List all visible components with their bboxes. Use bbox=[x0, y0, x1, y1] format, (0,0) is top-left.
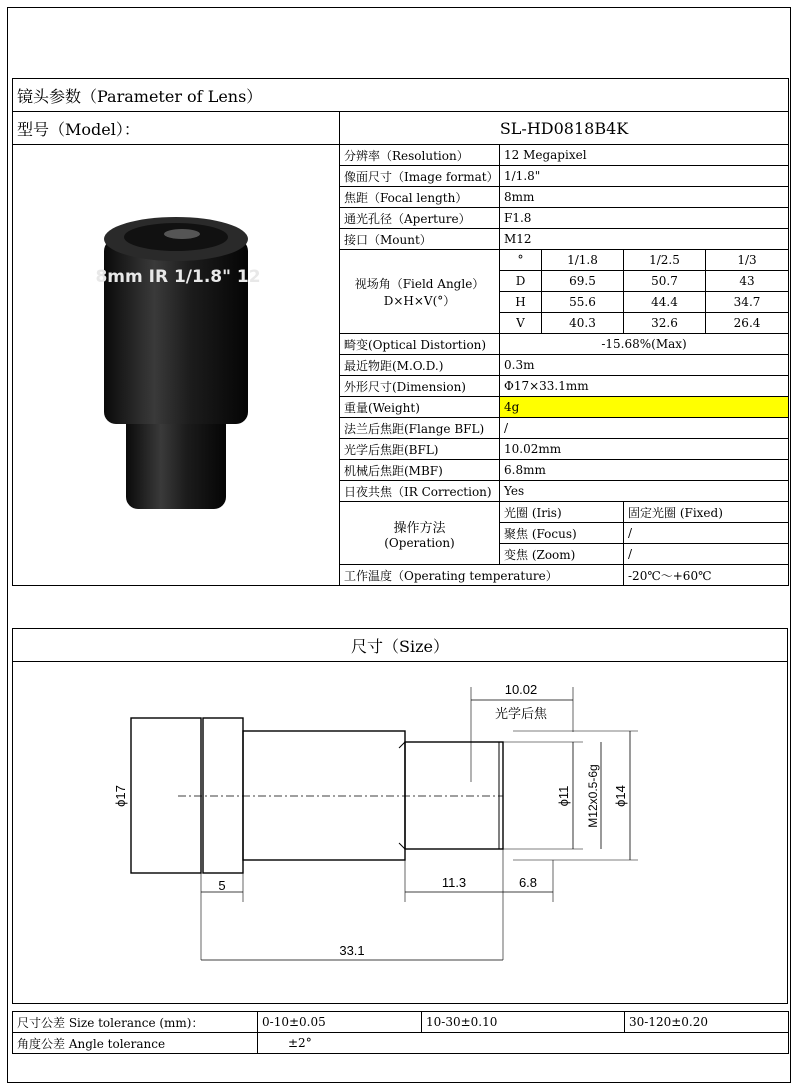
mbf-label: 机械后焦距(MBF) bbox=[340, 460, 500, 481]
resolution-label: 分辨率（Resolution） bbox=[340, 145, 500, 166]
field-angle-axis: H bbox=[500, 292, 542, 313]
weight-label: 重量(Weight) bbox=[340, 397, 500, 418]
aperture-label: 通光孔径（Aperture） bbox=[340, 208, 500, 229]
field-angle-value: 26.4 bbox=[706, 313, 789, 334]
operation-item-value: / bbox=[624, 544, 789, 565]
field-angle-label bbox=[340, 250, 500, 334]
size-section bbox=[12, 628, 788, 1004]
field-angle-label-cn: 视场角（Field Angle） bbox=[354, 276, 485, 291]
field-angle-header-unit: ° bbox=[500, 250, 542, 271]
bfl-label: 光学后焦距(BFL) bbox=[340, 439, 500, 460]
operating-temp-label: 工作温度（Operating temperature） bbox=[340, 565, 624, 586]
dim-dia-rear: ϕ14 bbox=[613, 785, 628, 807]
field-angle-axis: D bbox=[500, 271, 542, 292]
mod-label: 最近物距(M.O.D.) bbox=[340, 355, 500, 376]
dim-mbf-len: 6.8 bbox=[518, 875, 538, 890]
dimension-drawing-cell bbox=[13, 662, 788, 1004]
image-format-value: 1/1.8" bbox=[500, 166, 789, 187]
field-angle-label-en: D×H×V(°） bbox=[383, 293, 456, 308]
operation-item-label: 光圈 (Iris) bbox=[500, 502, 624, 523]
operating-temp-value: -20℃～+60℃ bbox=[624, 565, 789, 586]
lens-photo bbox=[86, 204, 266, 524]
flange-bfl-value: / bbox=[500, 418, 789, 439]
field-angle-value: 43 bbox=[706, 271, 789, 292]
dim-dia-outer: ϕ17 bbox=[113, 785, 128, 807]
image-format-label: 像面尺寸（Image format） bbox=[340, 166, 500, 187]
flange-bfl-label: 法兰后焦距(Flange BFL) bbox=[340, 418, 500, 439]
model-value: SL-HD0818B4K bbox=[340, 112, 789, 145]
dim-body-len: 11.3 bbox=[441, 875, 467, 890]
field-angle-axis: V bbox=[500, 313, 542, 334]
ir-correction-value: Yes bbox=[500, 481, 789, 502]
dim-ring-width: 5 bbox=[218, 878, 226, 893]
dim-thread: M12x0.5-6g bbox=[586, 764, 600, 828]
lens-photo-cell bbox=[13, 145, 340, 586]
dimension-label: 外形尺寸(Dimension) bbox=[340, 376, 500, 397]
bfl-value: 10.02mm bbox=[500, 439, 789, 460]
field-angle-value: 44.4 bbox=[624, 292, 706, 313]
mbf-value: 6.8mm bbox=[500, 460, 789, 481]
lens-marking: 8mm IR 1/1.8" 12 bbox=[95, 266, 261, 287]
operation-item-value: / bbox=[624, 523, 789, 544]
field-angle-value: 55.6 bbox=[542, 292, 624, 313]
field-angle-header-format: 1/3 bbox=[706, 250, 789, 271]
dim-bfl-value: 10.02 bbox=[504, 682, 538, 697]
operation-item-label: 变焦 (Zoom) bbox=[500, 544, 624, 565]
operation-label-en: (Operation) bbox=[384, 535, 455, 550]
dim-bfl-label: 光学后焦 bbox=[494, 706, 548, 721]
field-angle-header-format: 1/2.5 bbox=[624, 250, 706, 271]
field-angle-value: 34.7 bbox=[706, 292, 789, 313]
size-tolerance-label: 尺寸公差 Size tolerance (mm)： bbox=[13, 1012, 258, 1033]
angle-tolerance-label: 角度公差 Angle tolerance bbox=[13, 1033, 258, 1054]
tolerance-table bbox=[12, 1011, 789, 1054]
dimension-value: Φ17×33.1mm bbox=[500, 376, 789, 397]
aperture-value: F1.8 bbox=[500, 208, 789, 229]
weight-value: 4g bbox=[500, 397, 789, 418]
distortion-value: -15.68%(Max) bbox=[500, 334, 789, 355]
mount-label: 接口（Mount） bbox=[340, 229, 500, 250]
operation-label bbox=[340, 502, 500, 565]
distortion-label: 畸变(Optical Distortion) bbox=[340, 334, 500, 355]
model-label: 型号（Model）： bbox=[13, 112, 340, 145]
dim-dia-inner: ϕ11 bbox=[556, 785, 571, 807]
ir-correction-label: 日夜共焦（IR Correction) bbox=[340, 481, 500, 502]
focal-length-label: 焦距（Focal length） bbox=[340, 187, 500, 208]
operation-item-label: 聚焦 (Focus) bbox=[500, 523, 624, 544]
resolution-value: 12 Megapixel bbox=[500, 145, 789, 166]
field-angle-value: 32.6 bbox=[624, 313, 706, 334]
mount-value: M12 bbox=[500, 229, 789, 250]
size-tolerance-value: 0-10±0.05 bbox=[258, 1012, 422, 1033]
size-tolerance-value: 30-120±0.20 bbox=[625, 1012, 789, 1033]
lens-parameter-table bbox=[12, 78, 789, 586]
table-title: 镜头参数（Parameter of Lens） bbox=[13, 79, 789, 112]
focal-length-value: 8mm bbox=[500, 187, 789, 208]
dimension-drawing bbox=[13, 662, 787, 1000]
field-angle-header-format: 1/1.8 bbox=[542, 250, 624, 271]
size-title: 尺寸（Size） bbox=[13, 629, 788, 662]
field-angle-value: 69.5 bbox=[542, 271, 624, 292]
mod-value: 0.3m bbox=[500, 355, 789, 376]
dim-total-len: 33.1 bbox=[339, 943, 365, 958]
size-tolerance-value: 10-30±0.10 bbox=[422, 1012, 625, 1033]
field-angle-value: 50.7 bbox=[624, 271, 706, 292]
operation-item-value: 固定光圈 (Fixed) bbox=[624, 502, 789, 523]
field-angle-value: 40.3 bbox=[542, 313, 624, 334]
angle-tolerance-value: ±2° bbox=[258, 1033, 789, 1054]
operation-label-cn: 操作方法 bbox=[393, 520, 446, 536]
